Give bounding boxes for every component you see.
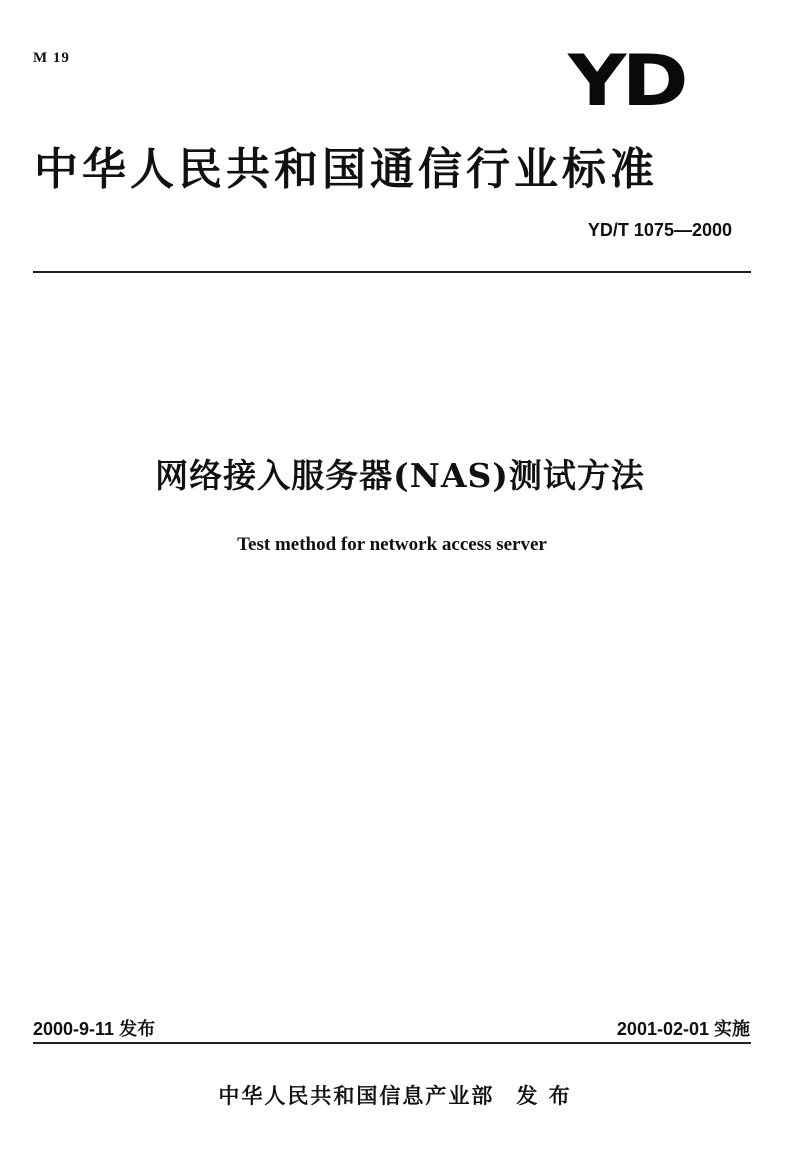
issuer-name: 中华人民共和国信息产业部: [218, 1084, 495, 1108]
document-title-en: Test method for network access server: [237, 534, 547, 555]
yd-logo: YD: [568, 40, 684, 122]
implementation-date: 2001-02-01 实施: [616, 1019, 750, 1039]
header-divider: [33, 271, 751, 273]
footer-divider: [33, 1042, 751, 1044]
standard-number: YD/T 1075—2000: [587, 220, 732, 240]
document-title-zh: 网络接入服务器(NAS)测试方法: [155, 456, 645, 495]
classification-code: M 19: [33, 50, 70, 66]
issuer-action: 发 布: [516, 1084, 572, 1108]
issuer-line: [0, 1080, 790, 1110]
issue-date: 2000-9-11 发布: [33, 1019, 156, 1039]
standard-category-title: 中华人民共和国通信行业标准: [34, 144, 658, 195]
